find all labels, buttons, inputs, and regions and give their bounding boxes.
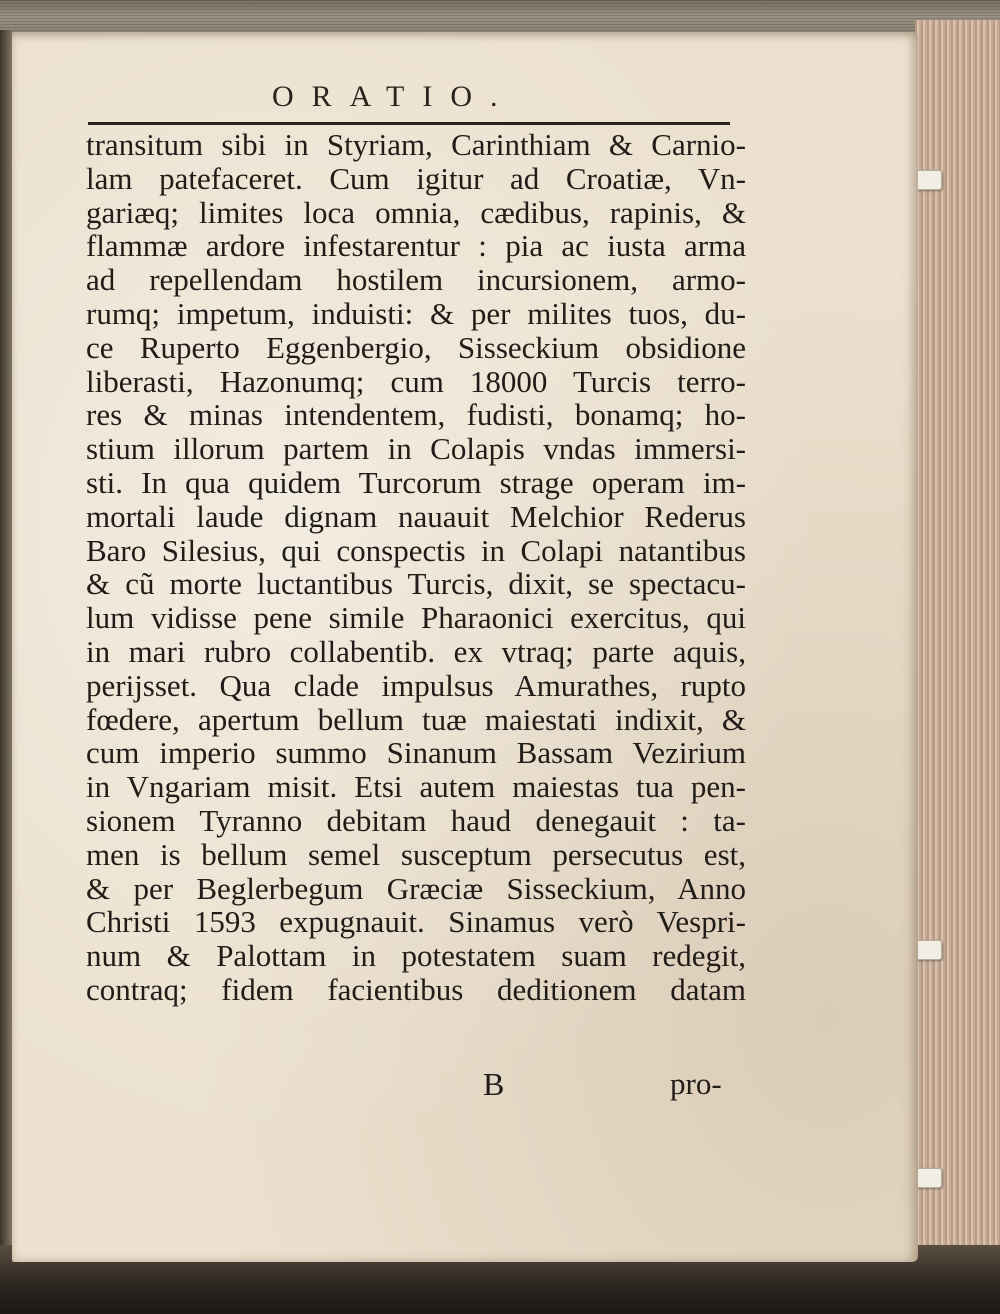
text-line: lum vidisse pene simile Pharaonici exercitus, qui: [86, 600, 746, 636]
running-head: ORATIO.: [272, 80, 516, 113]
text-line: fœdere, apertum bellum tuæ maiestati indixit, &: [86, 701, 746, 737]
text-line: ce Ruperto Eggenbergio, Sisseckium obsidione: [86, 329, 746, 365]
text-line: stium illorum partem in Colapis vndas immersi-: [86, 431, 746, 467]
text-line: liberasti, Hazonumq; cum 18000 Turcis terro-: [86, 363, 746, 399]
text-line: transitum sibi in Styriam, Carinthiam & Carnio-: [86, 127, 746, 162]
text-line: num & Palottam in potestatem suam redegit,: [86, 938, 746, 974]
text-line: perijsset. Qua clade impulsus Amurathes, rupto: [86, 667, 746, 703]
text-line: men is bellum semel susceptum persecutus est,: [86, 836, 746, 872]
header-rule: [88, 122, 730, 125]
text-line: gariæq; limites loca omnia, cædibus, rapinis, &: [86, 194, 746, 230]
text-line: Baro Silesius, qui conspectis in Colapi natantibus: [86, 532, 746, 568]
text-line: rumq; impetum, induisti: & per milites tuos, du-: [86, 295, 746, 331]
text-line: lam patefaceret. Cum igitur ad Croatiæ, Vn-: [86, 160, 746, 196]
text-line: ad repellendam hostilem incursionem, armo-: [86, 262, 746, 298]
text-line: cum imperio summo Sinanum Bassam Vezirium: [86, 735, 746, 771]
text-line: mortali laude dignam nauauit Melchior Rederus: [86, 498, 746, 534]
text-line: res & minas intendentem, fudisti, bonamq; ho-: [86, 397, 746, 433]
text-line: flammæ ardore infestarentur : pia ac iusta arma: [86, 228, 746, 264]
book-fore-edge: [915, 20, 1000, 1310]
text-line: & per Beglerbegum Græciæ Sisseckium, Anno: [86, 870, 746, 906]
text-line: contraq; fidem facientibus deditionem datam: [86, 971, 746, 1007]
body-text: [86, 128, 746, 1007]
text-line: sti. In qua quidem Turcorum strage operam im-: [86, 464, 746, 500]
text-line: in Vngariam misit. Etsi autem maiestas tua pen-: [86, 769, 746, 805]
text-line: sionem Tyranno debitam haud denegauit : ta-: [86, 802, 746, 838]
catchword: pro-: [670, 1066, 722, 1101]
signature-mark: B: [483, 1066, 505, 1102]
text-line: & cũ morte luctantibus Turcis, dixit, se spectacu-: [86, 566, 746, 602]
text-line: Christi 1593 expugnauit. Sinamus verò Vespri-: [86, 904, 746, 940]
text-line: in mari rubro collabentib. ex vtraq; parte aquis,: [86, 633, 746, 669]
